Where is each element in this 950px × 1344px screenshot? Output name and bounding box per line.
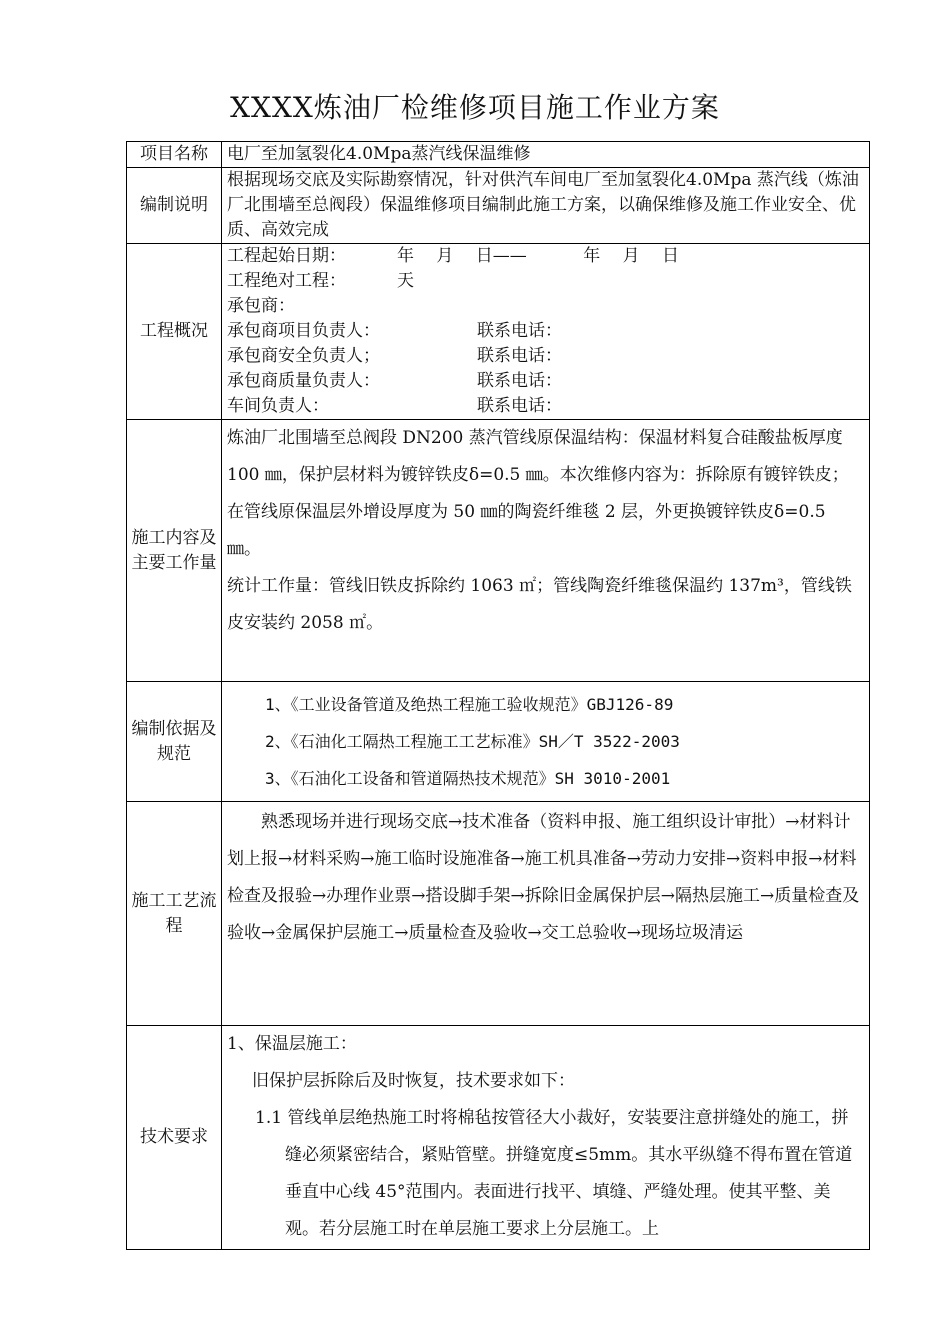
project-name-value: 电厂至加氢裂化4.0Mpa蒸汽线保温维修 [222,142,870,168]
overview-content [222,244,870,420]
start-date-row [227,244,861,269]
scope-paragraph-2: 统计工作量：管线旧铁皮拆除约 1063 ㎡；管线陶瓷纤维毯保温约 137m³，管线铁皮安装约 2058 ㎡。 [227,576,852,633]
process-label: 施工工艺流程 [127,802,222,1026]
contact-phone: 联系电话： [477,346,562,366]
tech-content [222,1026,870,1250]
contact-row [227,394,861,419]
description-label: 编制说明 [127,168,222,244]
contact-phone: 联系电话： [477,371,562,391]
project-name-label: 项目名称 [127,142,222,168]
process-text: 熟悉现场并进行现场交底→技术准备（资料申报、施工组织设计审批）→材料计划上报→材料采购→施工临时设施准备→施工机具准备→劳动力安排→资料申报→材料检查及报验→办理作业票→搭设脚手架→拆除旧金属保护层→隔热层施工→质量检查及验收→金属保护层施工→质量检查及验收→交工总验收→现场垃圾清运 [222,802,870,1026]
overview-label: 工程概况 [127,244,222,420]
basis-item: 3、《石油化工设备和管道隔热技术规范》SH 3010-2001 [265,769,671,788]
scope-content [222,420,870,682]
plan-table [126,141,870,1250]
contact-row [227,344,861,369]
scope-label: 施工内容及主要工作量 [127,420,222,682]
tech-item: 1.1 管线单层绝热施工时将棉毡按管径大小裁好，安装要注意拼缝处的施工，拼缝必须紧密结合，紧贴管壁。拼缝宽度≤5mm。其水平纵缝不得布置在管道垂直中心线 45°范围内。表面进行找平、填缝、严缝处理。使其平整、美观。若分层施工时在单层施工要求上分层施工。上 [255,1108,853,1239]
tech-label: 技术要求 [127,1026,222,1250]
contact-row [227,369,861,394]
contact-phone: 联系电话： [477,321,562,341]
basis-item: 1、《工业设备管道及绝热工程施工验收规范》GBJ126-89 [265,695,674,714]
tech-heading: 1、保温层施工： [227,1034,357,1054]
duration-row [227,269,861,294]
contact-role: 承包商项目负责人： [227,321,380,341]
basis-item: 2、《石油化工隔热工程施工工艺标准》SH／T 3522-2003 [265,732,680,751]
contact-phone: 联系电话： [477,396,562,416]
contractor-label: 承包商： [227,296,295,316]
tech-subheading: 旧保护层拆除后及时恢复，技术要求如下： [252,1071,575,1091]
start-date-label: 工程起始日期： [227,246,346,266]
duration-value: 天 [397,271,414,291]
contact-role: 车间负责人： [227,396,329,416]
scope-paragraph-1: 炼油厂北围墙至总阀段 DN200 蒸汽管线原保温结构：保温材料复合硅酸盐板厚度 100 ㎜，保护层材料为镀锌铁皮δ=0.5 ㎜。本次维修内容为：拆除原有镀锌铁皮；在管线原保温层外增设厚度为 50 ㎜的陶瓷纤维毯 2 层，外更换镀锌铁皮δ=0.5 ㎜。 [227,428,849,559]
start-date-value: 年 月 日—— 年 月 日 [397,246,680,266]
contact-row [227,319,861,344]
description-text: 根据现场交底及实际勘察情况，针对供汽车间电厂至加氢裂化4.0Mpa 蒸汽线（炼油厂北围墙至总阀段）保温维修项目编制此施工方案，以确保维修及施工作业安全、优质、高效完成 [222,168,870,244]
contact-role: 承包商质量负责人： [227,371,380,391]
page-title: XXXX炼油厂检维修项目施工作业方案 [230,91,720,124]
duration-label: 工程绝对工程： [227,271,346,291]
contact-role: 承包商安全负责人； [227,346,380,366]
basis-label: 编制依据及规范 [127,682,222,802]
basis-content [222,682,870,802]
